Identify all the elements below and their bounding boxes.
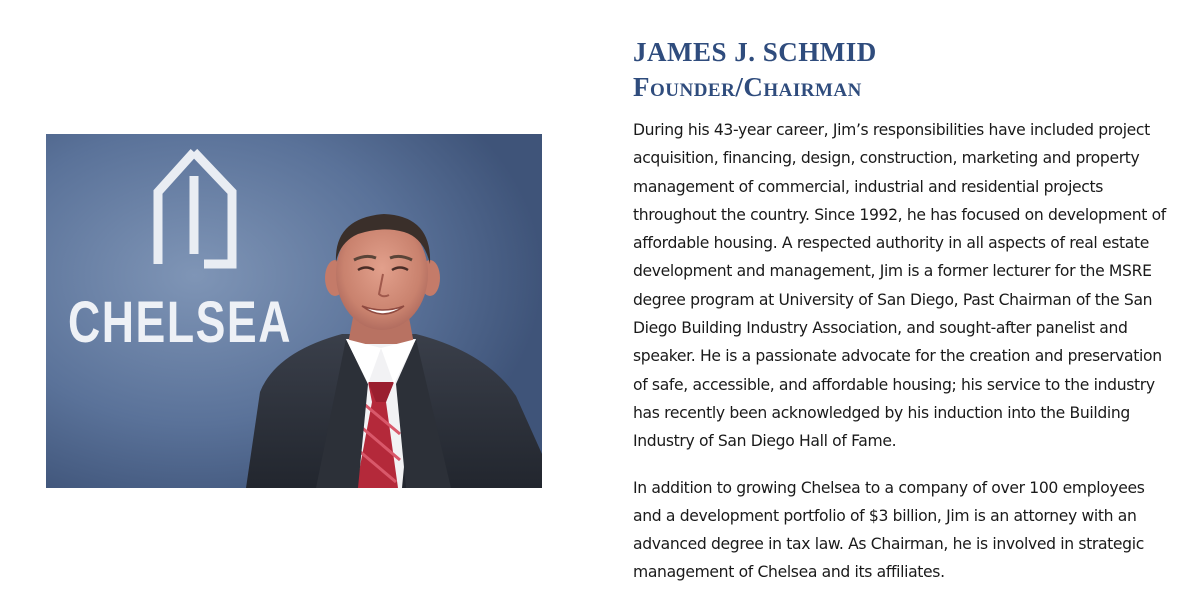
person-title: Founder/Chairman bbox=[633, 72, 862, 102]
person-name: JAMES J. SCHMID bbox=[633, 37, 877, 67]
logo-wordmark: CHELSEA bbox=[68, 290, 292, 355]
bio-paragraph: During his 43-year career, Jim’s responsibilities have included project acquisition, financing, design, construction, marketing and property management of commercial, industrial and residential projects throughout the country. Since 1992, he has focused on development of affordable housing. A respected authority in all aspects of real estate development and management, Jim is a former lecturer for the MSRE degree program at University of San Diego, Past Chairman of the San Diego Building Industry Association, and sought-after panelist and speaker. He is a passionate advocate for the creation and preservation of safe, accessible, and affordable housing; his service to the industry has recently been acknowledged by his induction into the Building Industry of San Diego Hall of Fame. bbox=[633, 121, 1166, 451]
profile-photo bbox=[46, 134, 542, 488]
bio-section bbox=[633, 34, 1173, 605]
bio-paragraph: In addition to growing Chelsea to a company of over 100 employees and a development portfolio of $3 billion, Jim is an attorney with an advanced degree in tax law. As Chairman, he is involved in strategic management of Chelsea and its affiliates. bbox=[633, 478, 1145, 582]
